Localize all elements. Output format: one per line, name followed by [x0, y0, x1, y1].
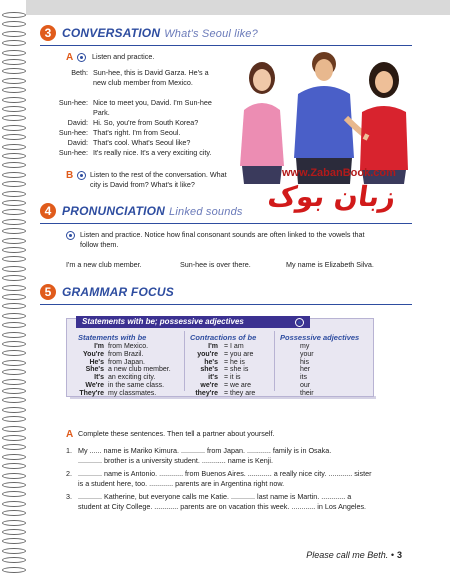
- section-title-conversation: CONVERSATION What's Seoul like?: [62, 26, 258, 40]
- spiral-coil: [2, 31, 26, 37]
- spiral-coil: [2, 369, 26, 375]
- possessive-adjective: my: [300, 343, 310, 350]
- part-letter-b: B: [66, 170, 74, 181]
- statement-subject: It's: [94, 374, 104, 382]
- spiral-coil: [2, 444, 26, 450]
- spiral-coil: [2, 426, 26, 432]
- possessive-adjective: your: [300, 350, 314, 358]
- exercise-number: 3.: [66, 492, 72, 501]
- exercise-sentence[interactable]: ............ Katherine, but everyone calls me Katie. ............ last name is Martin. ............ a: [78, 492, 352, 501]
- part-letter-a: A: [66, 429, 74, 440]
- possessive-adjective: its: [300, 374, 307, 382]
- spiral-coil: [2, 21, 26, 27]
- spiral-coil: [2, 322, 26, 328]
- statement-subject: We're: [85, 382, 104, 389]
- part-letter-a: A: [66, 52, 74, 63]
- section-subtitle: Linked sounds: [169, 206, 243, 218]
- spiral-coil: [2, 491, 26, 497]
- statement-subject: She's: [85, 366, 104, 374]
- spiral-coil: [2, 125, 26, 131]
- contraction-short: she's: [200, 366, 218, 374]
- spiral-coil: [2, 40, 26, 46]
- spiral-coil: [2, 191, 26, 197]
- contraction-full: = we are: [224, 382, 252, 389]
- spiral-coil: [2, 482, 26, 488]
- spiral-coil: [2, 501, 26, 507]
- exercise-sentence[interactable]: student at City College. ............ parents are on vacation this week. ............ in Los Angeles.: [78, 502, 367, 511]
- spiral-coil: [2, 12, 26, 18]
- statement-rest: my classmates.: [108, 389, 157, 397]
- spiral-coil: [2, 162, 26, 168]
- spiral-coil: [2, 341, 26, 347]
- spiral-coil: [2, 153, 26, 159]
- spiral-coil: [2, 360, 26, 366]
- audio-cd-icon[interactable]: [77, 171, 86, 180]
- section-title-pronunciation: PRONUNCIATION Linked sounds: [62, 204, 243, 218]
- spiral-coil: [2, 416, 26, 422]
- dialogue-line: Hi. So, you're from South Korea?: [93, 118, 199, 127]
- spiral-coil: [2, 209, 26, 215]
- spiral-binding: [0, 0, 26, 578]
- page-footer: [306, 550, 402, 560]
- spiral-coil: [2, 247, 26, 253]
- instruction-b: Listen to the rest of the conversation. What city is David from? What's it like?: [90, 170, 227, 189]
- statement-rest: a new club member.: [108, 366, 171, 374]
- footer-title: Please call me Beth.: [306, 550, 389, 560]
- contraction-full: = he is: [224, 358, 245, 366]
- audio-cd-icon[interactable]: [66, 231, 75, 240]
- spiral-coil: [2, 454, 26, 460]
- linked-sound-example: I'm a new club member.: [66, 260, 142, 269]
- contraction-full: = it is: [224, 374, 241, 382]
- three-people-illustration: [236, 48, 412, 184]
- section-number-4: 4: [40, 203, 56, 219]
- audio-cd-icon[interactable]: [295, 318, 304, 327]
- spiral-coil: [2, 285, 26, 291]
- spiral-coil: [2, 115, 26, 121]
- spiral-coil: [2, 407, 26, 413]
- contraction-full: = they are: [224, 389, 256, 397]
- spiral-coil: [2, 266, 26, 272]
- contraction-short: it's: [208, 374, 218, 382]
- speaker-name: Beth:: [71, 68, 88, 77]
- spiral-coil: [2, 529, 26, 535]
- audio-cd-icon[interactable]: [77, 53, 86, 62]
- contraction-full: = I am: [224, 343, 244, 350]
- spiral-coil: [2, 332, 26, 338]
- section-number-5: 5: [40, 284, 56, 300]
- contraction-short: we're: [200, 382, 218, 389]
- spiral-coil: [2, 567, 26, 573]
- exercise-sentence[interactable]: ............ name is Antonio. ............ from Buenos Aires. ............ a really nice city. ............ sister: [78, 469, 372, 478]
- exercise-number: 1.: [66, 446, 72, 455]
- section-rule: [40, 45, 412, 46]
- exercise-sentence[interactable]: My ...... name is Mariko Kimura. ............ from Japan. ............ family is in Osaka.: [78, 446, 332, 455]
- spiral-coil: [2, 388, 26, 394]
- statement-subject: They're: [79, 389, 104, 397]
- footer-bullet: •: [390, 550, 394, 560]
- spiral-coil: [2, 303, 26, 309]
- speaker-name: David:: [67, 118, 88, 127]
- contraction-full: = she is: [224, 366, 249, 374]
- spiral-coil: [2, 144, 26, 150]
- spiral-coil: [2, 520, 26, 526]
- contraction-full: = you are: [224, 350, 254, 358]
- dialogue-line: That's cool. What's Seoul like?: [93, 138, 191, 147]
- spiral-coil: [2, 200, 26, 206]
- spiral-coil: [2, 238, 26, 244]
- statement-rest: from Mexico.: [108, 343, 149, 350]
- exercise-sentence[interactable]: is a student here, too. ............ parents are in Argentina right now.: [78, 479, 285, 488]
- speaker-name: Sun-hee:: [58, 148, 88, 157]
- spiral-coil: [2, 172, 26, 178]
- possessive-adjective: his: [300, 358, 309, 366]
- exercise-number: 2.: [66, 469, 72, 478]
- linked-sound-example: My name is Elizabeth Silva.: [286, 260, 374, 269]
- spiral-coil: [2, 59, 26, 65]
- section-rule: [40, 223, 412, 224]
- contraction-short: they're: [195, 389, 218, 397]
- contraction-short: you're: [197, 350, 218, 358]
- spiral-coil: [2, 548, 26, 554]
- grammar-box-title: Statements with be; possessive adjectives: [76, 316, 310, 328]
- column-header: Possessive adjectives: [280, 333, 360, 342]
- dialogue-line: Nice to meet you, David. I'm Sun-hee Park.: [93, 98, 212, 117]
- spiral-coil: [2, 275, 26, 281]
- spiral-coil: [2, 106, 26, 112]
- speaker-name: Sun-hee:: [58, 128, 88, 137]
- statement-rest: in the same class.: [108, 382, 165, 389]
- spiral-coil: [2, 97, 26, 103]
- spiral-coil: [2, 435, 26, 441]
- spiral-coil: [2, 350, 26, 356]
- spiral-coil: [2, 294, 26, 300]
- watermark-url: www.ZabanBook.com: [282, 167, 396, 179]
- spiral-coil: [2, 78, 26, 84]
- column-divider: [274, 331, 275, 391]
- column-header: Contractions of be: [190, 333, 257, 342]
- spiral-coil: [2, 473, 26, 479]
- spiral-coil: [2, 313, 26, 319]
- speaker-name: Sun-hee:: [58, 98, 88, 107]
- spiral-coil: [2, 219, 26, 225]
- speaker-name: David:: [67, 138, 88, 147]
- page-top-band: [26, 0, 450, 15]
- contraction-short: he's: [204, 358, 218, 366]
- statement-rest: an exciting city.: [108, 374, 156, 382]
- dialogue-line: It's really nice. It's a very exciting city.: [93, 148, 212, 157]
- statement-rest: from Japan.: [108, 358, 145, 366]
- possessive-adjective: her: [300, 366, 311, 374]
- spiral-coil: [2, 557, 26, 563]
- instruction: Listen and practice.: [92, 52, 155, 61]
- spiral-coil: [2, 228, 26, 234]
- spiral-coil: [2, 68, 26, 74]
- exercise-sentence[interactable]: ............ brother is a university student. ............ name is Kenji.: [78, 456, 273, 465]
- statement-subject: He's: [89, 358, 104, 366]
- instruction: Complete these sentences. Then tell a partner about yourself.: [78, 429, 275, 438]
- section-number-3: 3: [40, 25, 56, 41]
- contraction-short: I'm: [208, 343, 218, 350]
- dialogue-line: That's right. I'm from Seoul.: [93, 128, 181, 137]
- watermark-logo: زبان بوک: [265, 180, 398, 213]
- instruction: Listen and practice. Notice how final consonant sounds are often linked to the vowels that follow them.: [80, 230, 365, 249]
- spiral-coil: [2, 538, 26, 544]
- spiral-coil: [2, 397, 26, 403]
- statement-subject: You're: [83, 350, 104, 358]
- section-subtitle: What's Seoul like?: [164, 28, 258, 40]
- spiral-coil: [2, 87, 26, 93]
- possessive-adjective: our: [300, 382, 311, 389]
- dialogue-line: Sun-hee, this is David Garza. He's a new club member from Mexico.: [93, 68, 209, 87]
- spiral-coil: [2, 181, 26, 187]
- spiral-coil: [2, 50, 26, 56]
- page-number: 3: [396, 550, 402, 560]
- possessive-adjective: their: [300, 389, 314, 397]
- statement-subject: I'm: [94, 343, 104, 350]
- column-divider: [184, 331, 185, 391]
- statement-rest: from Brazil.: [108, 350, 144, 358]
- column-header: Statements with be: [78, 333, 147, 342]
- spiral-coil: [2, 379, 26, 385]
- section-rule: [40, 304, 412, 305]
- spiral-coil: [2, 463, 26, 469]
- spiral-coil: [2, 256, 26, 262]
- spiral-coil: [2, 510, 26, 516]
- linked-sound-example: Sun-hee is over there.: [180, 260, 251, 269]
- section-title-grammar: GRAMMAR FOCUS: [62, 285, 174, 299]
- spiral-coil: [2, 134, 26, 140]
